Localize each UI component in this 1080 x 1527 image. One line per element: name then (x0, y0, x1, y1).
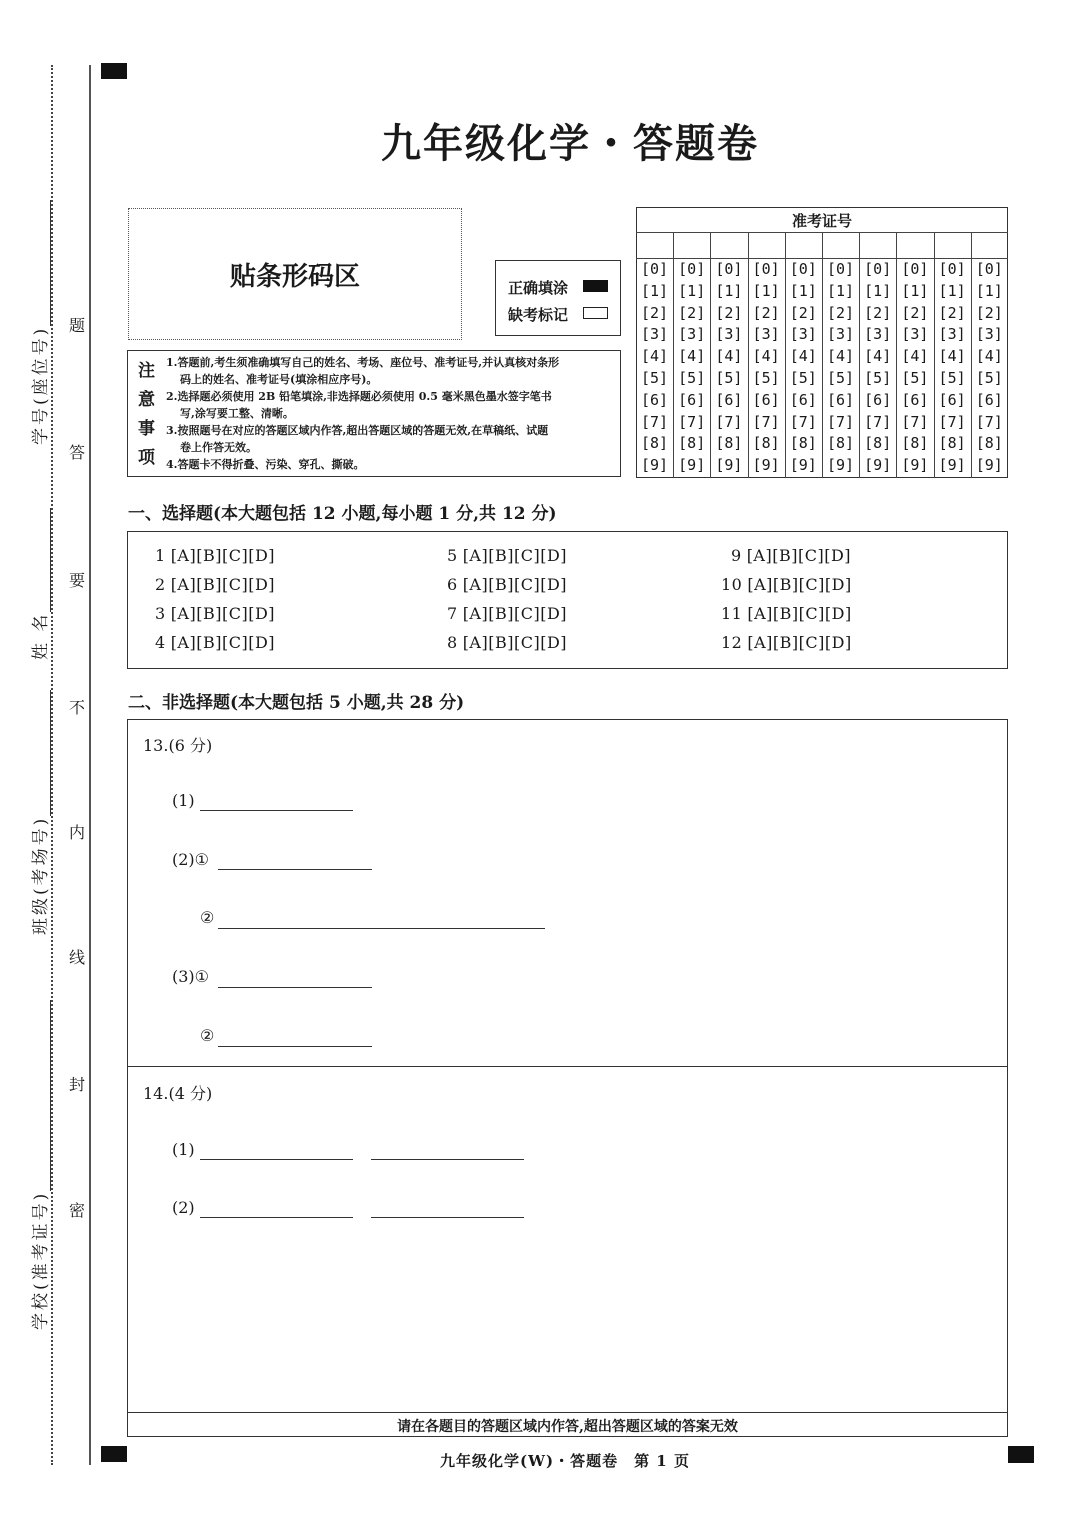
digit-bubble[interactable]: [5] (901, 369, 929, 387)
digit-bubble[interactable]: [8] (789, 434, 817, 453)
binding-line (89, 65, 91, 1465)
digit-bubble[interactable]: [5] (715, 369, 743, 387)
choice-options[interactable]: [A][B][C][D] (746, 546, 852, 565)
digit-bubble[interactable]: [8] (678, 434, 706, 453)
digit-bubble[interactable]: [7] (678, 412, 706, 431)
digit-bubble[interactable]: [3] (640, 325, 669, 344)
digit-bubble[interactable]: [8] (826, 434, 855, 453)
answer-blank[interactable] (200, 1217, 353, 1218)
digit-bubble[interactable]: [7] (901, 412, 929, 431)
choice-question (155, 604, 275, 623)
digit-bubble[interactable]: [1] (826, 281, 855, 300)
digit-bubble[interactable]: [5] (678, 369, 706, 387)
choice-options[interactable]: [A][B][C][D] (170, 575, 276, 594)
digit-bubble[interactable]: [9] (864, 456, 892, 475)
digit-bubble[interactable]: [4] (975, 347, 1003, 366)
note-line: 1.答题前,考生须准确填写自己的姓名、考场、座位号、准考证号,并认真核对条形 (166, 356, 560, 369)
digit-bubble[interactable]: [0] (901, 260, 929, 278)
question-number: 7 (447, 604, 458, 623)
seal-char: 题 (68, 316, 85, 335)
margin-field-label: 班级(考场号) (31, 815, 51, 935)
digit-bubble[interactable]: [8] (938, 434, 966, 453)
choice-options[interactable]: [A][B][C][D] (747, 633, 852, 652)
filled-box-icon (583, 280, 608, 292)
page-footer: 九年级化学(W)・答题卷 第 1 页 (440, 1452, 690, 1470)
q13-item-label: (2)① (172, 850, 210, 869)
digit-bubble[interactable]: [4] (938, 347, 966, 366)
digit-bubble[interactable]: [2] (752, 303, 780, 322)
digit-bubble[interactable]: [7] (640, 412, 669, 431)
digit-bubble[interactable]: [2] (715, 303, 743, 322)
digit-bubble[interactable]: [1] (975, 281, 1003, 300)
question-number: 2 (155, 575, 166, 594)
seal-char: 答 (68, 443, 85, 462)
digit-bubble[interactable]: [9] (640, 456, 669, 475)
digit-bubble[interactable]: [9] (975, 456, 1003, 475)
digit-bubble[interactable]: [4] (752, 347, 780, 366)
choice-options[interactable]: [A][B][C][D] (462, 604, 568, 623)
digit-bubble[interactable]: [4] (715, 347, 743, 366)
digit-bubble[interactable]: [9] (715, 456, 743, 475)
choice-options[interactable]: [A][B][C][D] (462, 633, 568, 652)
q14-item-label: (1) (172, 1140, 195, 1159)
digit-bubble[interactable]: [9] (789, 456, 817, 475)
digit-bubble[interactable]: [5] (640, 369, 669, 387)
digit-bubble[interactable]: [3] (901, 325, 929, 344)
digit-bubble[interactable]: [7] (975, 412, 1003, 431)
question-number: 8 (447, 633, 458, 652)
digit-bubble[interactable]: [8] (752, 434, 780, 453)
note-line: 3.按照题号在对应的答题区域内作答,超出答题区域的答题无效,在草稿纸、试题 (166, 424, 549, 437)
question-number: 1 (155, 546, 166, 565)
margin-field-3 (26, 200, 51, 445)
barcode-area-label: 贴条形码区 (229, 262, 360, 292)
digit-bubble[interactable]: [1] (640, 281, 669, 300)
digit-bubble[interactable]: [6] (826, 390, 855, 409)
answer-blank[interactable] (200, 1159, 353, 1160)
seal-char: 密 (68, 1201, 85, 1220)
digit-bubble[interactable]: [4] (678, 347, 706, 366)
digit-bubble[interactable]: [5] (938, 369, 966, 387)
choice-question (447, 633, 567, 652)
answer-area (127, 719, 1008, 1437)
choice-question (721, 633, 852, 652)
notes-heading-char: 意 (138, 390, 155, 410)
divider (127, 1412, 1008, 1413)
digit-bubble[interactable]: [2] (826, 303, 855, 322)
notes-heading-char: 项 (138, 448, 155, 468)
empty-box-icon (583, 307, 608, 319)
digit-bubble[interactable]: [0] (864, 260, 892, 278)
digit-bubble[interactable]: [6] (640, 390, 669, 409)
digit-bubble[interactable]: [6] (789, 390, 817, 409)
digit-bubble[interactable]: [8] (901, 434, 929, 453)
margin-field-blank[interactable] (33, 508, 51, 612)
digit-bubble[interactable]: [3] (864, 325, 892, 344)
margin-field-1 (26, 690, 51, 935)
digit-bubble[interactable]: [9] (901, 456, 929, 475)
digit-bubble[interactable]: [6] (864, 390, 892, 409)
question-number: 4 (155, 633, 166, 652)
digit-bubble[interactable]: [4] (640, 347, 669, 366)
question-number: 6 (447, 575, 458, 594)
digit-bubble[interactable]: [6] (752, 390, 780, 409)
choice-options[interactable]: [A][B][C][D] (747, 604, 852, 623)
digit-bubble[interactable]: [2] (975, 303, 1003, 322)
digit-bubble[interactable]: [6] (678, 390, 706, 409)
margin-field-blank[interactable] (33, 200, 51, 326)
choice-options[interactable]: [A][B][C][D] (462, 546, 568, 565)
question-number: 11 (721, 604, 743, 623)
digit-bubble[interactable]: [4] (826, 347, 855, 366)
margin-field-blank[interactable] (33, 1000, 51, 1191)
digit-bubble[interactable]: [9] (938, 456, 966, 475)
margin-field-label: 学校(准考证号) (31, 1190, 51, 1330)
digit-bubble[interactable]: [9] (752, 456, 780, 475)
digit-bubble[interactable]: [1] (789, 281, 817, 300)
digit-bubble[interactable]: [5] (752, 369, 780, 387)
q14-label: 14.(4 分) (143, 1084, 213, 1103)
q13-item-label: (1) (172, 791, 195, 810)
digit-bubble[interactable]: [4] (864, 347, 892, 366)
margin-field-0 (26, 1000, 51, 1330)
answer-blank[interactable] (371, 1159, 524, 1160)
note-line: 写,涂写要工整、清晰。 (180, 407, 294, 420)
legend-absent-label: 缺考标记 (508, 306, 569, 324)
question-number: 12 (721, 633, 743, 652)
digit-bubble[interactable]: [6] (715, 390, 743, 409)
notes-heading-char: 事 (138, 419, 155, 439)
choice-options[interactable]: [A][B][C][D] (170, 546, 276, 565)
choice-options[interactable]: [A][B][C][D] (170, 604, 276, 623)
choice-question (721, 604, 852, 623)
digit-bubble[interactable]: [3] (715, 325, 743, 344)
digit-bubble[interactable]: [2] (938, 303, 966, 322)
legend-correct-label: 正确填涂 (508, 279, 569, 297)
digit-bubble[interactable]: [1] (678, 281, 706, 300)
note-line: 码上的姓名、准考证号(填涂相应序号)。 (180, 373, 378, 386)
digit-bubble[interactable]: [3] (938, 325, 966, 344)
choice-question (447, 546, 567, 565)
digit-bubble[interactable]: [8] (864, 434, 892, 453)
digit-bubble[interactable]: [8] (640, 434, 669, 453)
digit-bubble[interactable]: [0] (640, 260, 669, 278)
choice-options[interactable]: [A][B][C][D] (747, 575, 852, 594)
note-line: 2.选择题必须使用 2B 铅笔填涂,非选择题必须使用 0.5 毫米黑色墨水签字笔书 (166, 390, 552, 403)
choice-question (721, 575, 852, 594)
question-number: 5 (447, 546, 458, 565)
digit-bubble[interactable]: [3] (789, 325, 817, 344)
margin-field-2 (26, 508, 51, 660)
q14-item-label: (2) (172, 1198, 195, 1217)
digit-bubble[interactable]: [2] (640, 303, 669, 322)
digit-bubble[interactable]: [9] (678, 456, 706, 475)
digit-bubble[interactable]: [8] (715, 434, 743, 453)
digit-bubble[interactable]: [4] (901, 347, 929, 366)
q13-label: 13.(6 分) (143, 736, 213, 755)
digit-bubble[interactable]: [2] (864, 303, 892, 322)
choice-options[interactable]: [A][B][C][D] (170, 633, 276, 652)
digit-bubble[interactable]: [3] (752, 325, 780, 344)
digit-bubble[interactable]: [1] (715, 281, 743, 300)
digit-bubble[interactable]: [2] (789, 303, 817, 322)
digit-bubble[interactable]: [3] (826, 325, 855, 344)
divider (127, 1066, 1008, 1067)
digit-bubble[interactable]: [5] (864, 369, 892, 387)
registration-mark (101, 1446, 127, 1462)
choice-question (447, 604, 567, 623)
digit-bubble[interactable]: [0] (975, 260, 1003, 278)
question-number: 10 (721, 575, 743, 594)
seal-char: 封 (68, 1075, 85, 1094)
seal-char: 要 (68, 571, 85, 590)
digit-bubble[interactable]: [0] (752, 260, 780, 278)
note-line: 4.答题卡不得折叠、污染、穿孔、撕破。 (166, 458, 365, 471)
question-number: 9 (731, 546, 742, 565)
registration-mark (101, 63, 127, 79)
digit-bubble[interactable]: [6] (975, 390, 1003, 409)
digit-bubble[interactable]: [1] (901, 281, 929, 300)
answer-blank[interactable] (218, 928, 545, 929)
choice-question (155, 546, 275, 565)
choice-question (731, 546, 851, 565)
seal-char: 线 (68, 948, 85, 967)
answer-blank[interactable] (218, 869, 372, 870)
digit-bubble[interactable]: [0] (826, 260, 855, 278)
answer-blank[interactable] (218, 987, 372, 988)
digit-bubble[interactable]: [1] (938, 281, 966, 300)
digit-bubble[interactable]: [0] (678, 260, 706, 278)
digit-bubble[interactable]: [2] (901, 303, 929, 322)
answer-blank[interactable] (218, 1046, 372, 1047)
digit-bubble[interactable]: [7] (715, 412, 743, 431)
exam-number-header: 准考证号 (791, 212, 852, 230)
choice-options[interactable]: [A][B][C][D] (462, 575, 568, 594)
choice-question (447, 575, 567, 594)
q13-item-label: ② (200, 908, 215, 927)
q13-item-label: ② (200, 1026, 215, 1045)
margin-field-blank[interactable] (33, 690, 51, 816)
answer-blank[interactable] (371, 1217, 524, 1218)
margin-field-label: 学号(座位号) (31, 325, 51, 445)
digit-bubble[interactable]: [7] (864, 412, 892, 431)
seal-char: 内 (68, 823, 85, 842)
q13-item-label: (3)① (172, 967, 210, 986)
digit-bubble[interactable]: [7] (938, 412, 966, 431)
digit-bubble[interactable]: [5] (789, 369, 817, 387)
dotted-cut-line (51, 65, 53, 1465)
page-title: 九年级化学・答题卷 (381, 120, 759, 167)
digit-bubble[interactable]: [4] (789, 347, 817, 366)
section1-title: 一、选择题(本大题包括 12 小题,每小题 1 分,共 12 分) (128, 504, 557, 524)
choice-question (155, 575, 275, 594)
registration-mark (1008, 1446, 1034, 1463)
digit-bubble[interactable]: [1] (864, 281, 892, 300)
digit-bubble[interactable]: [3] (975, 325, 1003, 344)
digit-bubble[interactable]: [2] (678, 303, 706, 322)
note-line: 卷上作答无效。 (180, 441, 257, 454)
digit-bubble[interactable]: [0] (938, 260, 966, 278)
answer-blank[interactable] (200, 810, 353, 811)
digit-bubble[interactable]: [5] (826, 369, 855, 387)
digit-bubble[interactable]: [5] (975, 369, 1003, 387)
digit-bubble[interactable]: [1] (752, 281, 780, 300)
digit-bubble[interactable]: [6] (938, 390, 966, 409)
digit-bubble[interactable]: [8] (975, 434, 1003, 453)
digit-bubble[interactable]: [7] (826, 412, 855, 431)
notes-box (127, 350, 621, 477)
digit-bubble[interactable]: [0] (789, 260, 817, 278)
seal-char: 不 (68, 698, 85, 717)
digit-bubble[interactable]: [7] (789, 412, 817, 431)
margin-field-label: 姓 名 (31, 611, 51, 660)
notes-heading-char: 注 (138, 361, 155, 381)
digit-bubble[interactable]: [9] (826, 456, 855, 475)
question-number: 3 (155, 604, 166, 623)
digit-bubble[interactable]: [0] (715, 260, 743, 278)
footer-notice: 请在各题目的答题区域内作答,超出答题区域的答案无效 (397, 1419, 738, 1435)
digit-bubble[interactable]: [3] (678, 325, 706, 344)
digit-bubble[interactable]: [6] (901, 390, 929, 409)
choice-question (155, 633, 275, 652)
section2-title: 二、非选择题(本大题包括 5 小题,共 28 分) (128, 693, 465, 713)
digit-bubble[interactable]: [7] (752, 412, 780, 431)
